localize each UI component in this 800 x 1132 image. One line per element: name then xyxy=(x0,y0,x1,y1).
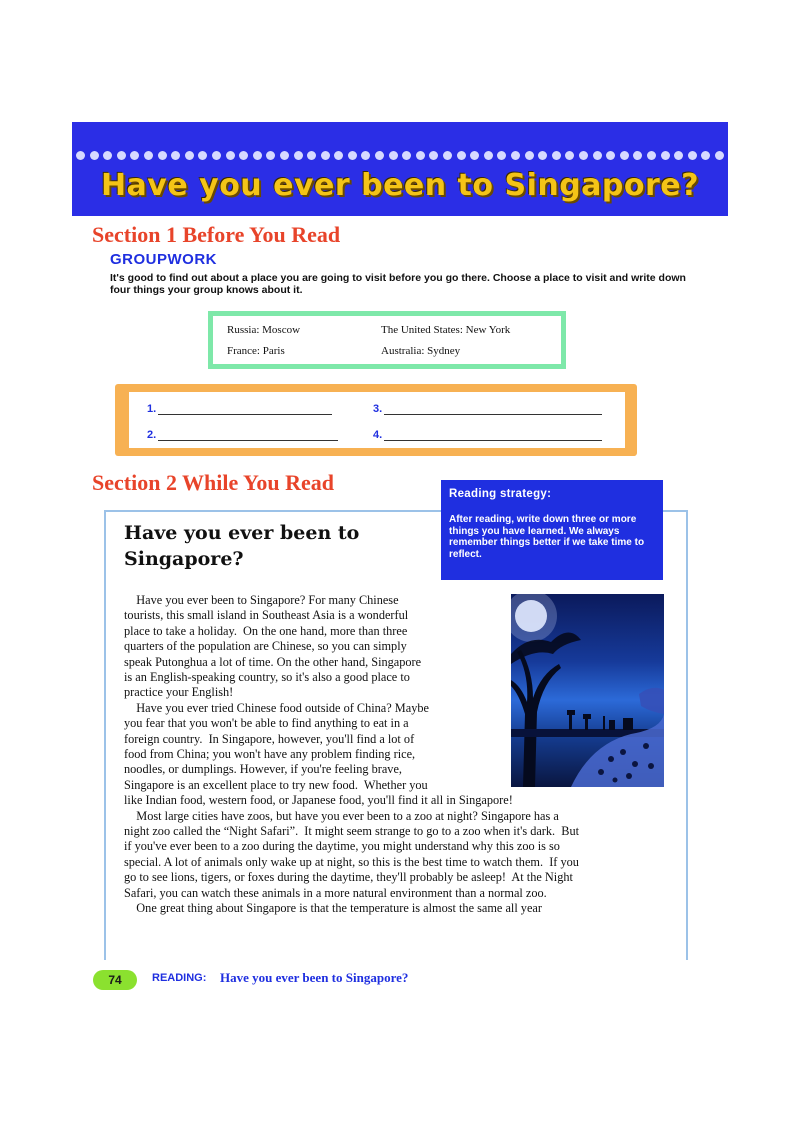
banner-dot xyxy=(579,151,588,160)
footer-title: Have you ever been to Singapore? xyxy=(220,970,409,985)
banner-dot xyxy=(511,151,520,160)
banner-dot xyxy=(239,151,248,160)
title-banner xyxy=(72,122,728,216)
banner-dot xyxy=(620,151,629,160)
article-line: quarters of the population are Chinese, so you can simply xyxy=(124,639,407,654)
places-box xyxy=(208,311,566,369)
page-title: Have you ever been to Singapore? xyxy=(100,168,700,203)
article-title: Have you ever been to Singapore? xyxy=(124,522,360,570)
banner-dot xyxy=(443,151,452,160)
article-line: Most large cities have zoos, but have you ever been to a zoo at night? Singapore has a xyxy=(124,808,559,823)
banner-dot xyxy=(280,151,289,160)
blank-number-2: 2. xyxy=(147,429,157,441)
banner-dot xyxy=(402,151,411,160)
article-line: practice your English! xyxy=(124,685,234,700)
section-2-heading: Section 2 While You Read xyxy=(92,470,335,495)
article-line: if you've ever been to a zoo during the daytime, you might understand why this zoo is so xyxy=(124,839,560,854)
banner-dot xyxy=(334,151,343,160)
article-line: Have you ever tried Chinese food outside of China? Maybe xyxy=(124,700,429,715)
banner-dot xyxy=(552,151,561,160)
answer-blank-1[interactable] xyxy=(147,403,332,415)
place-usa: The United States: New York xyxy=(381,324,511,336)
article-line: One great thing about Singapore is that the temperature is almost the same all year xyxy=(124,901,542,915)
banner-dot xyxy=(130,151,139,160)
answer-blank-2[interactable] xyxy=(147,429,338,441)
banner-dot xyxy=(389,151,398,160)
article-line: like Indian food, western food, or Japanese food, you'll find it all in Singapore! xyxy=(124,793,513,808)
banner-dot xyxy=(497,151,506,160)
banner-dot xyxy=(253,151,262,160)
blank-number-3: 3. xyxy=(373,403,383,415)
article-line: is an English-speaking country, so it's also a good place to xyxy=(124,670,410,684)
banner-dot xyxy=(294,151,303,160)
banner-dot xyxy=(348,151,357,160)
banner-dot xyxy=(185,151,194,160)
banner-dot xyxy=(661,151,670,160)
footer-label: READING: xyxy=(152,972,207,984)
banner-dot xyxy=(647,151,656,160)
banner-dot xyxy=(321,151,330,160)
banner-dot xyxy=(565,151,574,160)
banner-dot xyxy=(715,151,724,160)
banner-dot xyxy=(103,151,112,160)
answer-blank-4[interactable] xyxy=(373,429,602,441)
banner-dot xyxy=(266,151,275,160)
night-safari-photo xyxy=(511,594,664,787)
strategy-text: After reading, write down three or more things you have learned. We always remember things better if we take time to reflect. xyxy=(449,514,645,560)
banner-dot xyxy=(212,151,221,160)
banner-dot xyxy=(457,151,466,160)
banner-dot xyxy=(593,151,602,160)
banner-dot xyxy=(429,151,438,160)
article-line: Singapore is an excellent place to try new food. Whether you xyxy=(124,777,428,792)
banner-dot xyxy=(198,151,207,160)
banner-dot xyxy=(701,151,710,160)
banner-dot xyxy=(117,151,126,160)
article-line: go to see lions, tigers, or foxes during the daytime, they'll probably be asleep! At the Night xyxy=(124,870,573,885)
banner-dot xyxy=(76,151,85,160)
blank-number-4: 4. xyxy=(373,429,383,441)
strategy-title: Reading strategy: xyxy=(449,488,552,500)
article-line: Safari, you can watch these animals in a more natural environment than a normal zoo. xyxy=(124,885,547,900)
article-line: noodles, or dumplings. However, if you're feeling brave, xyxy=(124,762,402,777)
banner-dot xyxy=(226,151,235,160)
article-line: night zoo called the “Night Safari”. It might seem strange to go to a zoo when it's dark. But xyxy=(124,824,580,838)
article-line: food from China; you won't have any problem finding rice, xyxy=(124,747,416,761)
night-safari-illustration xyxy=(511,594,664,787)
answer-blank-3[interactable] xyxy=(373,403,602,415)
banner-dot xyxy=(375,151,384,160)
article-line: you fear that you won't be able to find anything to eat in a xyxy=(124,716,409,731)
banner-dot xyxy=(688,151,697,160)
banner-dot xyxy=(525,151,534,160)
page-number-badge: 74 xyxy=(93,970,137,990)
banner-dot xyxy=(470,151,479,160)
answer-box-inner xyxy=(129,392,625,448)
place-australia: Australia: Sydney xyxy=(381,345,461,357)
place-france: France: Paris xyxy=(227,345,285,357)
groupwork-heading: GROUPWORK xyxy=(110,251,217,268)
article-line: Have you ever been to Singapore? For many Chinese xyxy=(124,593,399,607)
section-1-heading: Section 1 Before You Read xyxy=(92,222,341,247)
article-line: place to take a holiday. On the one hand, more than three xyxy=(124,623,408,638)
article-line: tourists, this small island in Southeast Asia is a wonderful xyxy=(124,608,409,623)
answer-box xyxy=(115,384,637,456)
banner-dot xyxy=(307,151,316,160)
banner-dot xyxy=(484,151,493,160)
place-russia: Russia: Moscow xyxy=(227,324,301,336)
reading-strategy-box xyxy=(441,480,663,580)
banner-dots xyxy=(76,150,724,160)
article-line: special. A lot of animals only wake up at night, so this is the best time to watch them. If you xyxy=(124,854,579,869)
banner-dot xyxy=(633,151,642,160)
banner-dot xyxy=(144,151,153,160)
banner-dot xyxy=(158,151,167,160)
banner-dot xyxy=(90,151,99,160)
banner-dot xyxy=(674,151,683,160)
banner-dot xyxy=(606,151,615,160)
blank-number-1: 1. xyxy=(147,403,157,415)
article-line: speak Putonghua a lot of time. On the other hand, Singapore xyxy=(124,654,422,669)
groupwork-instructions: It's good to find out about a place you are going to visit before you go there. Choose a place to visit and write down four things your group knows about it. xyxy=(110,272,686,296)
banner-dot xyxy=(416,151,425,160)
article-line: foreign country. In Singapore, however, you'll find a lot of xyxy=(124,731,415,746)
banner-dot xyxy=(361,151,370,160)
banner-dot xyxy=(171,151,180,160)
banner-dot xyxy=(538,151,547,160)
